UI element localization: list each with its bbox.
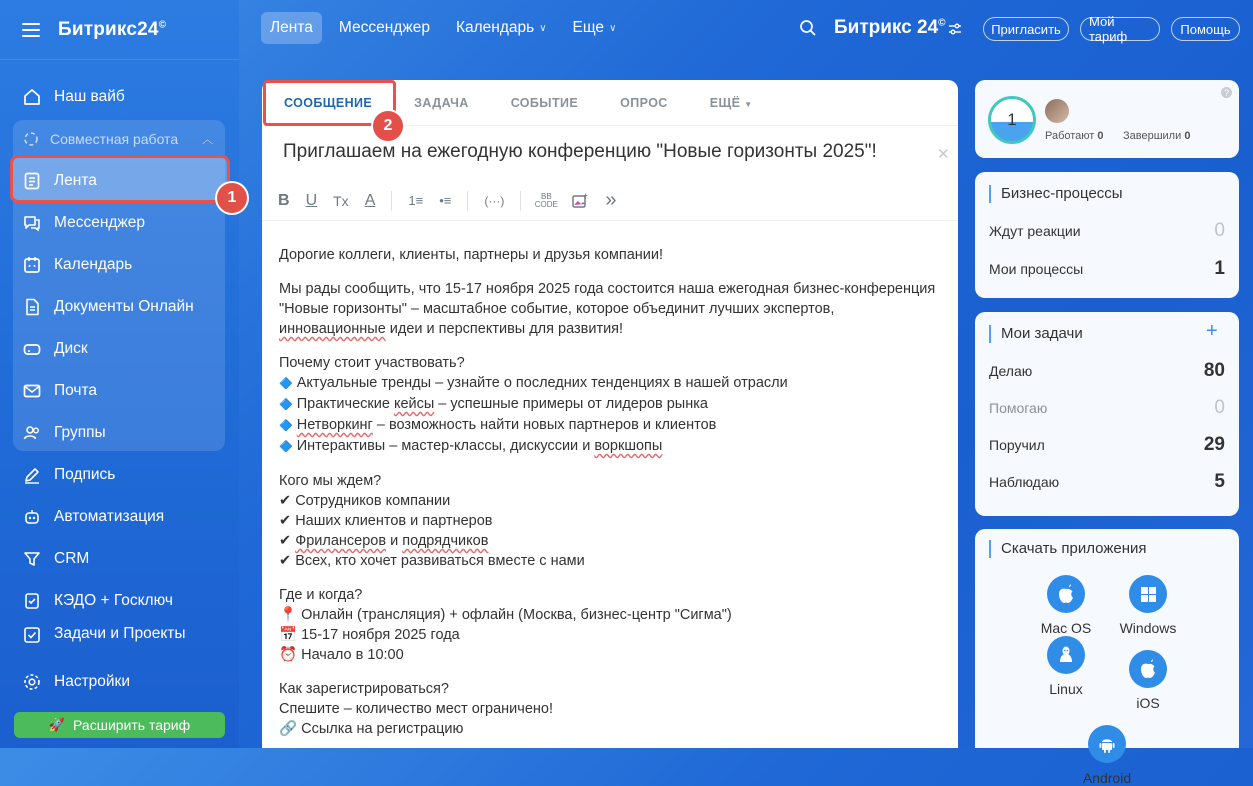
toolbar-divider (520, 191, 521, 211)
apps-title: Скачать приложения (989, 540, 1225, 557)
sidebar-item-disk[interactable] (0, 328, 239, 370)
linux-icon (1047, 636, 1085, 674)
sliders-icon[interactable] (948, 22, 962, 41)
sidebar-item-label: Почта (54, 382, 98, 399)
sidebar-item-automation[interactable] (0, 496, 239, 538)
text-color-button[interactable]: A (364, 191, 376, 209)
diamond-icon: 🔷 (279, 399, 293, 411)
sidebar-item-home[interactable] (0, 76, 239, 118)
sidebar-item-feed[interactable] (0, 160, 239, 202)
diamond-icon: 🔷 (279, 441, 293, 453)
signature-icon (22, 465, 42, 485)
sidebar-item-tasks[interactable] (0, 622, 239, 646)
sidebar-item-label: Задачи и Проекты (54, 625, 186, 642)
body-where: Где и когда? 📍 Онлайн (трансляция) + офлайн (Москва, бизнес-центр "Сигма") 📅 15-17 ноября 2025 года ⏰ Начало в 10:00 (279, 587, 732, 663)
diamond-icon: 🔷 (279, 420, 293, 432)
post-editor (262, 80, 958, 748)
tasks-icon (22, 625, 42, 645)
invite-button[interactable]: Пригласить (983, 17, 1069, 41)
top-nav-calendar[interactable]: Календарь ∨ (455, 19, 547, 36)
sidebar-item-docs[interactable] (0, 286, 239, 328)
upgrade-label: Расширить тариф (73, 717, 191, 733)
tab-event[interactable]: СОБЫТИЕ (510, 95, 579, 110)
sidebar-item-signature[interactable] (0, 454, 239, 496)
tasks-row[interactable]: Поручил 29 (989, 434, 1225, 455)
sidebar-item-kedo[interactable] (0, 580, 239, 622)
body-why: Почему стоит участвовать? 🔷 Актуальные тренды – узнайте о последних тенденциях в нашей отрасли 🔷 Практические кейсы – успешные примеры от лидеров рынка 🔷 Нетворкинг – возможность найти новых партнеров и клиентов 🔷 Интерактивы – мастер-классы, дискуссии и воркшопы (279, 355, 788, 454)
status-widget (975, 80, 1239, 158)
search-icon[interactable] (799, 19, 817, 42)
sidebar-item-settings[interactable] (0, 661, 239, 703)
tariff-button[interactable]: Мой тариф (1080, 17, 1160, 41)
sidebar-item-label: Группы (54, 424, 106, 441)
collab-group-label: Совместная работа (50, 131, 179, 147)
post-body[interactable] (279, 245, 944, 753)
app-ios[interactable]: iOS (1107, 650, 1189, 711)
sidebar-item-label: CRM (54, 550, 90, 567)
mail-icon (22, 381, 42, 401)
my-tasks-widget (975, 312, 1239, 516)
body-who: Кого мы ждем? ✔ Сотрудников компании ✔ Наших клиентов и партнеров ✔ Фрилансеров и подрядчиков ✔ Всех, кто хочет развиваться вместе с нами (279, 473, 585, 569)
robot-icon (22, 507, 42, 527)
tab-message[interactable]: СООБЩЕНИЕ (284, 95, 373, 110)
logo[interactable]: Битрикс24© (58, 18, 167, 40)
avatar[interactable] (1045, 99, 1069, 123)
groups-icon (22, 423, 42, 443)
bp-row[interactable]: Ждут реакции 0 (989, 220, 1225, 241)
step-badge-1: 1 (217, 183, 247, 213)
sidebar-nav (0, 78, 239, 703)
download-apps-widget (975, 529, 1239, 786)
bbcode-button[interactable]: BB CODE (534, 191, 558, 209)
toolbar-divider (467, 191, 468, 211)
sidebar-item-messenger[interactable] (0, 202, 239, 244)
chevron-down-icon: ∨ (539, 22, 547, 34)
post-title-input[interactable]: Приглашаем на ежегодную конференцию "Новые горизонты 2025"! (283, 141, 877, 162)
sidebar-item-label: Мессенджер (54, 214, 146, 231)
checkmark-icon: ✔ (279, 533, 292, 549)
tasks-title: Мои задачи (989, 325, 1225, 342)
disk-icon (22, 339, 42, 359)
top-nav-feed[interactable]: Лента (261, 12, 322, 44)
sidebar-item-label: Календарь (54, 256, 133, 273)
sidebar (0, 0, 239, 748)
alarm-clock-icon: ⏰ (279, 647, 298, 663)
bulleted-list-button[interactable]: •≡ (439, 193, 452, 208)
formatting-toolbar (262, 181, 958, 221)
close-icon[interactable]: ✕ (937, 146, 950, 163)
done-stat: Завершили 0 (1123, 130, 1191, 142)
key-icon (22, 591, 42, 611)
sidebar-item-label: Диск (54, 340, 88, 357)
body-intro: Мы рады сообщить, что 15-17 ноября 2025 года состоится наша ежегодная бизнес-конференция "Новые горизонты" – масштабное событие, которое объединит лучших экспертов, инновационные идеи и перспективы для развития! (279, 281, 936, 337)
tab-more[interactable]: ЕЩЁ ▼ (709, 95, 753, 110)
checkmark-icon: ✔ (279, 553, 292, 569)
help-icon[interactable]: ? (1221, 87, 1232, 98)
top-nav-more[interactable]: Еще ∨ (572, 19, 617, 36)
sidebar-item-label: Наш вайб (54, 88, 125, 105)
working-stat: Работают 0 (1045, 130, 1104, 142)
body-registration: Как зарегистрироваться? Спешите – количество мест ограничено! 🔗 Ссылка на регистрацию (279, 681, 553, 737)
code-button[interactable]: (···) (484, 193, 505, 208)
help-button[interactable]: Помощь (1171, 17, 1240, 41)
document-icon (22, 297, 42, 317)
home-icon (22, 87, 42, 107)
clear-format-button[interactable]: Tx (333, 192, 349, 209)
chevron-down-icon: ∨ (609, 22, 617, 34)
calendar-icon: 📅 (279, 627, 298, 643)
calendar-icon (22, 255, 42, 275)
add-task-icon[interactable]: + (1206, 320, 1218, 342)
link-icon: 🔗 (279, 721, 298, 737)
sidebar-item-label: КЭДО + Госключ (54, 592, 173, 609)
checkmark-icon: ✔ (279, 513, 292, 529)
app-linux[interactable]: Linux (1025, 636, 1107, 711)
sidebar-item-groups[interactable] (0, 412, 239, 454)
feed-icon (22, 171, 42, 191)
sidebar-item-calendar[interactable] (0, 244, 239, 286)
step-badge-2: 2 (373, 111, 403, 141)
sidebar-item-label: Документы Онлайн (54, 298, 194, 315)
app-macos[interactable]: Mac OS (1025, 575, 1107, 636)
sidebar-item-label: Лента (54, 172, 97, 189)
menu-icon[interactable] (22, 23, 40, 37)
rocket-icon: 🚀 (48, 717, 66, 732)
stat-circle[interactable]: 1 (988, 96, 1036, 144)
toolbar-divider (391, 191, 392, 211)
business-processes-widget (975, 172, 1239, 298)
chevron-up-icon[interactable]: ︿ (202, 134, 213, 146)
top-nav-messenger[interactable]: Мессенджер (338, 19, 430, 36)
top-nav (261, 12, 625, 44)
tasks-row[interactable]: Помогаю 0 (989, 397, 1225, 418)
app-windows[interactable]: Windows (1107, 575, 1189, 636)
gear-icon (22, 672, 42, 692)
windows-icon (1129, 575, 1167, 613)
sidebar-header (0, 0, 239, 60)
apps-grid (989, 575, 1225, 786)
underline-button[interactable]: U (305, 191, 318, 209)
android-icon (1088, 725, 1126, 763)
bp-row[interactable]: Мои процессы 1 (989, 258, 1225, 279)
sidebar-item-label: Подпись (54, 466, 116, 483)
body-greeting: Дорогие коллеги, клиенты, партнеры и друзья компании! (279, 247, 664, 263)
topbar (239, 0, 1253, 60)
caret-down-icon: ▼ (744, 99, 753, 109)
crm-icon (22, 549, 42, 569)
bp-title: Бизнес-процессы (989, 185, 1225, 202)
checkmark-icon: ✔ (279, 493, 292, 509)
sidebar-item-label: Автоматизация (54, 508, 165, 525)
tasks-row[interactable]: Делаю 80 (989, 360, 1225, 381)
numbered-list-button[interactable]: 1≡ (408, 193, 424, 208)
tab-poll[interactable]: ОПРОС (620, 95, 668, 110)
pin-icon: 📍 (279, 607, 298, 623)
brand-logo[interactable]: Битрикс 24© (834, 17, 946, 38)
more-tools-button[interactable]: » (605, 189, 617, 211)
app-android[interactable]: Android (1066, 725, 1148, 786)
image-icon[interactable] (571, 192, 589, 210)
tab-task[interactable]: ЗАДАЧА (414, 95, 469, 110)
apple-icon (1129, 650, 1167, 688)
apple-icon (1047, 575, 1085, 613)
chat-icon (22, 213, 42, 233)
sidebar-item-crm[interactable] (0, 538, 239, 580)
upgrade-button[interactable] (14, 712, 225, 738)
sidebar-item-mail[interactable] (0, 370, 239, 412)
sidebar-item-label: Настройки (54, 673, 131, 690)
diamond-icon: 🔷 (279, 378, 293, 390)
bold-button[interactable]: B (278, 191, 290, 209)
tasks-row[interactable]: Наблюдаю 5 (989, 471, 1225, 492)
